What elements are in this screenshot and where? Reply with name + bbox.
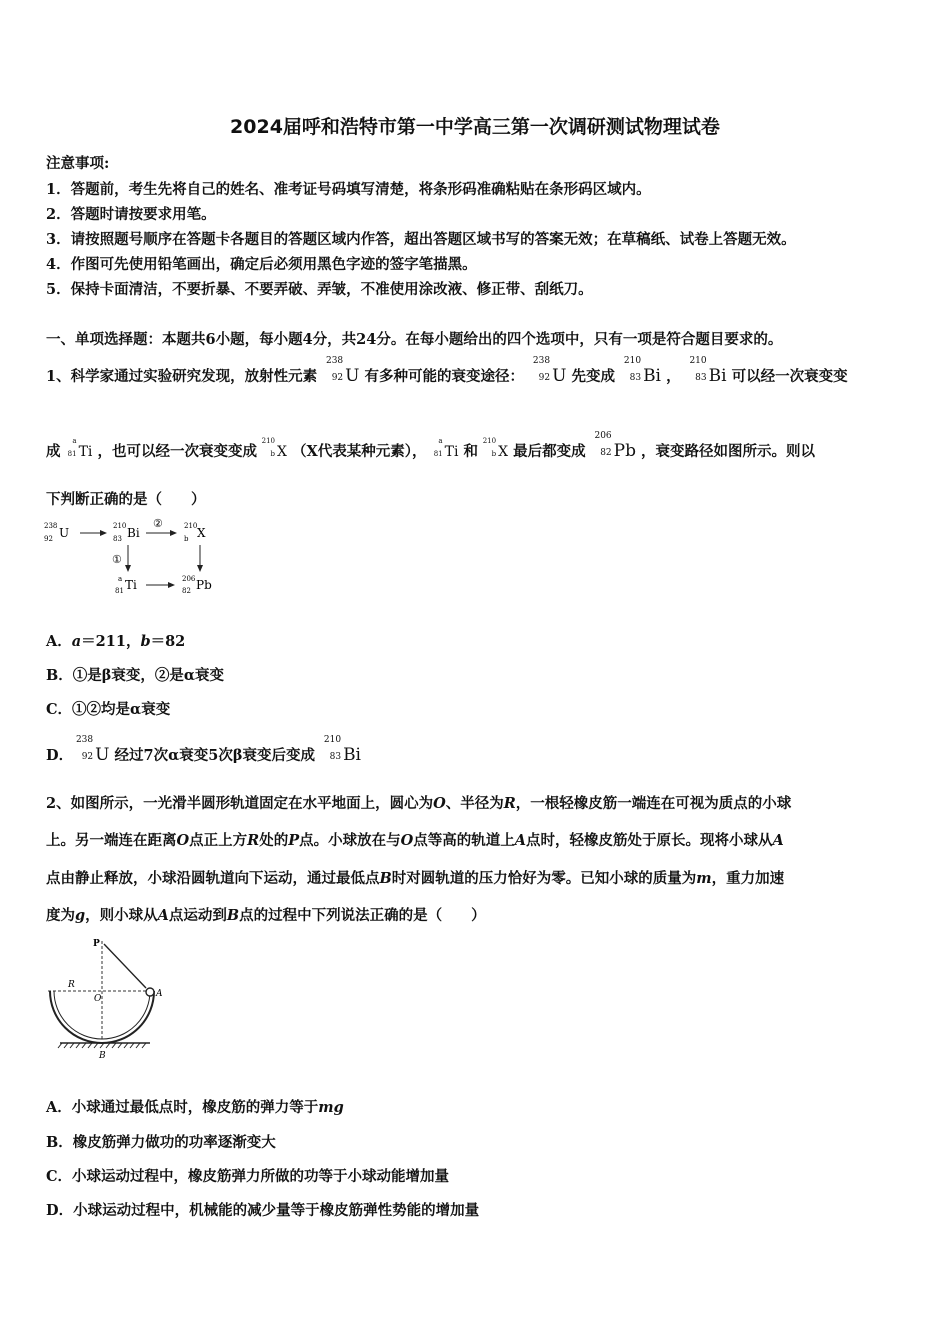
diagram-x [184,522,206,543]
q2-option-d: D．小球运动过程中，机械能的减少量等于橡皮筋弹性势能的增加量 [46,1202,480,1219]
svg-text:210: 210 [113,522,127,530]
nuclide-x: 210 b X [482,437,509,460]
q1-option-b: B．①是β衰变，②是α衰变 [46,667,225,684]
svg-text:82: 82 [182,587,191,595]
notice-item-2: 2．答题时请按要求用笔。 [46,206,216,223]
svg-text:Pb: Pb [196,578,212,592]
notice-heading: 注意事项: [46,155,110,172]
q2-option-c: C．小球运动过程中，橡皮筋弹力所做的功等于小球动能增加量 [46,1168,450,1185]
nuclide-ti: a 81 Ti [67,437,93,460]
q1-line-2: 成 a 81 Ti ，也可以经一次衰变变成 210 b X （X代表某种元素）， a 81 Ti 和 210 b X 最后都变成 206 82 Pb ，衰变路径如图所示。则以 [46,431,816,461]
q2-line-3: 点由静止释放，小球沿圆轨道向下运动，通过最低点B时对圆轨道的压力恰好为零。已知小球的质量为m，重力加速 [46,870,785,887]
svg-text:b: b [184,535,189,543]
q1-line-3: 下判断正确的是（ ） [46,491,206,508]
section-heading: 一、单项选择题：本题共6小题，每小题4分，共24分。在每小题给出的四个选项中，只有一项是符合题目要求的。 [46,331,783,348]
notice-item-3: 3．请按照题号顺序在答题卡各题目的答题区域内作答，超出答题区域书写的答案无效；在草稿纸、试卷上答题无效。 [46,231,796,248]
decay-diagram [40,515,230,600]
svg-text:210: 210 [184,522,198,530]
q2-line-1: 2、如图所示，一光滑半圆形轨道固定在水平地面上，圆心为O、半径为R，一根轻橡皮筋一端连在可视为质点的小球 [46,795,792,812]
svg-text:92: 92 [44,535,53,543]
label-p: P [93,939,100,949]
nuclide-pb: 206 82 Pb [594,431,636,461]
diagram-step-2: ② [153,517,163,530]
q1-option-a: A．a＝211，b＝82 [46,633,186,650]
label-b: B [99,1051,106,1061]
nuclide-bi: 210 83 Bi [689,356,727,386]
svg-text:206: 206 [182,575,196,583]
svg-text:83: 83 [113,535,122,543]
nuclide-bi: 210 83 Bi [623,356,661,386]
svg-text:Bi: Bi [127,526,140,540]
notice-item-4: 4．作图可先使用铅笔画出，确定后必须用黑色字迹的签字笔描黑。 [46,256,477,273]
svg-text:U: U [59,526,70,540]
ball [146,988,154,996]
q1-option-d: D． 238 92 U 经过7次α衰变5次β衰变后变成 210 83 Bi [46,735,361,765]
nuclide-u: 238 92 U [75,735,110,765]
q2-option-b: B．橡皮筋弹力做功的功率逐渐变大 [46,1134,276,1151]
track-figure [40,935,170,1063]
rubber-band [104,944,146,988]
svg-text:81: 81 [115,587,124,595]
label-a: A [156,989,163,999]
nuclide-ti: a 81 Ti [433,437,459,460]
q2-line-2: 上。另一端连在距离O点正上方R处的P点。小球放在与O点等高的轨道上A点时，轻橡皮筋处于原长。现将小球从A [46,832,784,849]
svg-text:X: X [197,526,206,540]
diagram-bi [113,522,140,543]
svg-text:238: 238 [44,522,58,530]
label-r: R [68,980,75,990]
svg-text:Ti: Ti [125,578,137,592]
diagram-pb [182,575,212,595]
notice-item-5: 5．保持卡面清洁，不要折暴、不要弄破、弄皱，不准使用涂改液、修正带、刮纸刀。 [46,281,593,298]
nuclide-u: 238 92 U [532,356,567,386]
q1-line-1: 1、科学家通过实验研究发现，放射性元素 238 92 U 有多种可能的衰变途径： 238 92 U 先变成 210 83 Bi ， 210 83 Bi 可以经一次衰变变 [46,356,848,386]
diagram-ti [115,575,137,595]
label-o: O [94,994,102,1004]
q1-option-c: C．①②均是α衰变 [46,701,171,718]
nuclide-x: 210 b X [261,437,287,460]
diagram-u [44,522,69,543]
svg-text:a: a [118,575,123,583]
page-title: 2024届呼和浩特市第一中学高三第一次调研测试物理试卷 [230,116,720,138]
diagram-step-1: ① [112,553,122,566]
notice-item-1: 1．答题前，考生先将自己的姓名、准考证号码填写清楚，将条形码准确粘贴在条形码区域内。 [46,181,651,198]
nuclide-u: 238 92 U [325,356,360,386]
q2-option-a: A．小球通过最低点时，橡皮筋的弹力等于mg [46,1099,344,1116]
nuclide-bi: 210 83 Bi [323,735,361,765]
q2-line-4: 度为g，则小球从A点运动到B点的过程中下列说法正确的是（ ） [46,907,486,924]
